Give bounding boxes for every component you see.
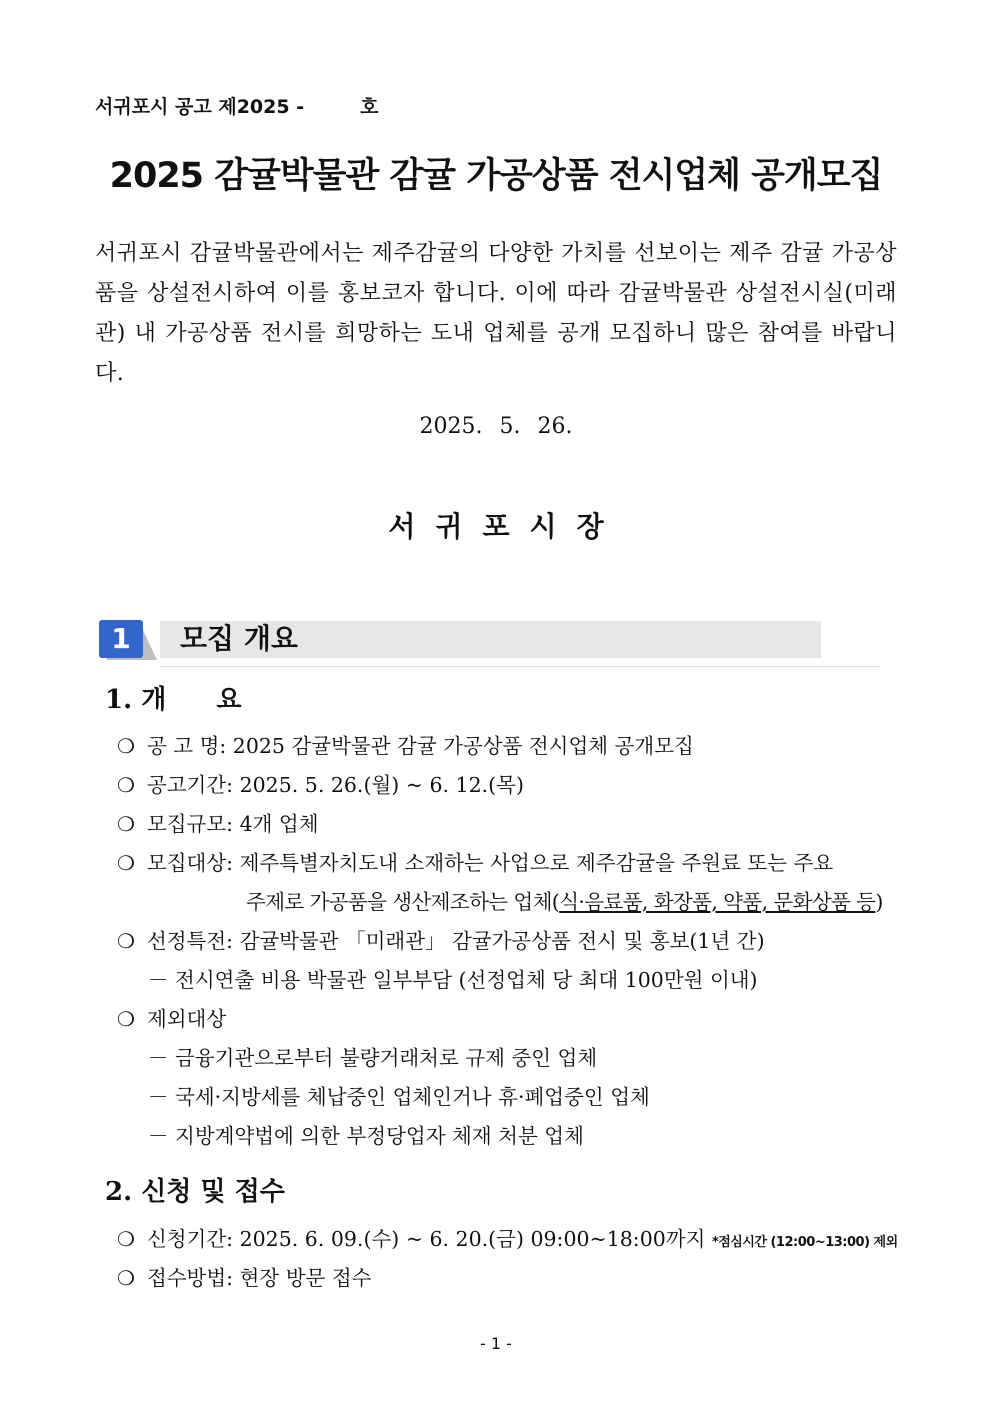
target-cont-prefix: 주제로 가공품을 생산제조하는 업체( [246,890,560,914]
list-subitem [148,1119,584,1149]
target-cont-underlined: 식·음료품, 화장품, 약품, 문화상품 등 [559,890,876,914]
circle-bullet-icon: ❍ [117,812,135,836]
item-recruit-target: 모집대상: 제주특별자치도내 소재하는 사업으로 제주감귤을 주원료 또는 주요 [146,851,834,875]
item-benefit: 선정특전: 감귤박물관 「미래관」 감귤가공상품 전시 및 홍보(1년 간) [146,929,765,953]
target-cont-suffix: ) [875,890,883,914]
circle-bullet-icon: ❍ [117,851,135,875]
item-application-method: 접수방법: 현장 방문 접수 [146,1266,372,1290]
page-number: - 1 - [480,1334,512,1353]
list-item [117,846,833,876]
circle-bullet-icon: ❍ [117,773,135,797]
overview-heading-rest: 요 [216,685,242,715]
section-title: 모집 개요 [180,622,298,655]
list-item [117,924,765,954]
document-title: 2025 감귤박물관 감귤 가공상품 전시업체 공개모집 [109,156,883,196]
overview-heading [105,679,241,716]
exclusion-2: 국세·지방세를 체납중인 업체인거나 휴·폐업중인 업체 [175,1085,650,1109]
dash-icon: － [148,1124,169,1148]
list-item [117,1222,898,1252]
item-exclusion-title: 제외대상 [146,1007,227,1031]
exclusion-3: 지방계약법에 의한 부정당업자 체재 처분 업체 [175,1124,584,1148]
circle-bullet-icon: ❍ [117,1227,135,1251]
lunch-note: *점심시간 (12:00~13:00) 제외 [711,1235,898,1250]
list-item [117,807,319,837]
overview-heading-num: 1. 개 [105,685,167,715]
application-heading: 2. 신청 및 접수 [105,1177,285,1207]
signer: 서귀포시장 [388,510,624,543]
list-item [117,768,524,798]
announcement-date: 2025. 5. 26. [419,414,573,439]
notice-prefix: 서귀포시 공고 제2025 - [95,96,305,118]
dash-icon: － [148,1046,169,1070]
list-item [117,1261,371,1291]
circle-bullet-icon: ❍ [117,734,135,758]
circle-bullet-icon: ❍ [117,1266,135,1290]
list-item [117,729,694,759]
item-application-period: 신청기간: 2025. 6. 09.(수) ~ 6. 20.(금) 09:00~18:00까지 [146,1227,706,1251]
item-recruit-target-cont [246,885,883,915]
intro-paragraph: 서귀포시 감귤박물관에서는 제주감귤의 다양한 가치를 선보이는 제주 감귤 가공상품을 상설전시하여 이를 홍보코자 합니다. 이에 따라 감귤박물관 상설전시실(미래관) 내 가공상품 전시를 희망하는 도내 업체를 공개 모집하니 많은 참여를 바랍니다. [95,241,897,386]
dash-icon: － [148,1085,169,1109]
section-divider [160,666,880,667]
notice-suffix: 호 [360,96,379,118]
dash-icon: － [148,968,169,992]
item-recruit-size: 모집규모: 4개 업체 [146,812,319,836]
notice-number [95,92,378,119]
exclusion-1: 금융기관으로부터 불량거래처로 규제 중인 업체 [175,1046,598,1070]
circle-bullet-icon: ❍ [117,1007,135,1031]
item-notice-name: 공 고 명: 2025 감귤박물관 감귤 가공상품 전시업체 공개모집 [146,734,694,758]
section-number-badge: 1 [99,620,143,658]
list-item [117,1002,226,1032]
list-subitem [148,1041,597,1071]
item-notice-period: 공고기간: 2025. 5. 26.(월) ~ 6. 12.(목) [146,773,524,797]
list-subitem [148,1080,650,1110]
list-subitem [148,963,758,993]
circle-bullet-icon: ❍ [117,929,135,953]
benefit-sub: 전시연출 비용 박물관 일부부담 (선정업체 당 최대 100만원 이내) [175,968,758,992]
